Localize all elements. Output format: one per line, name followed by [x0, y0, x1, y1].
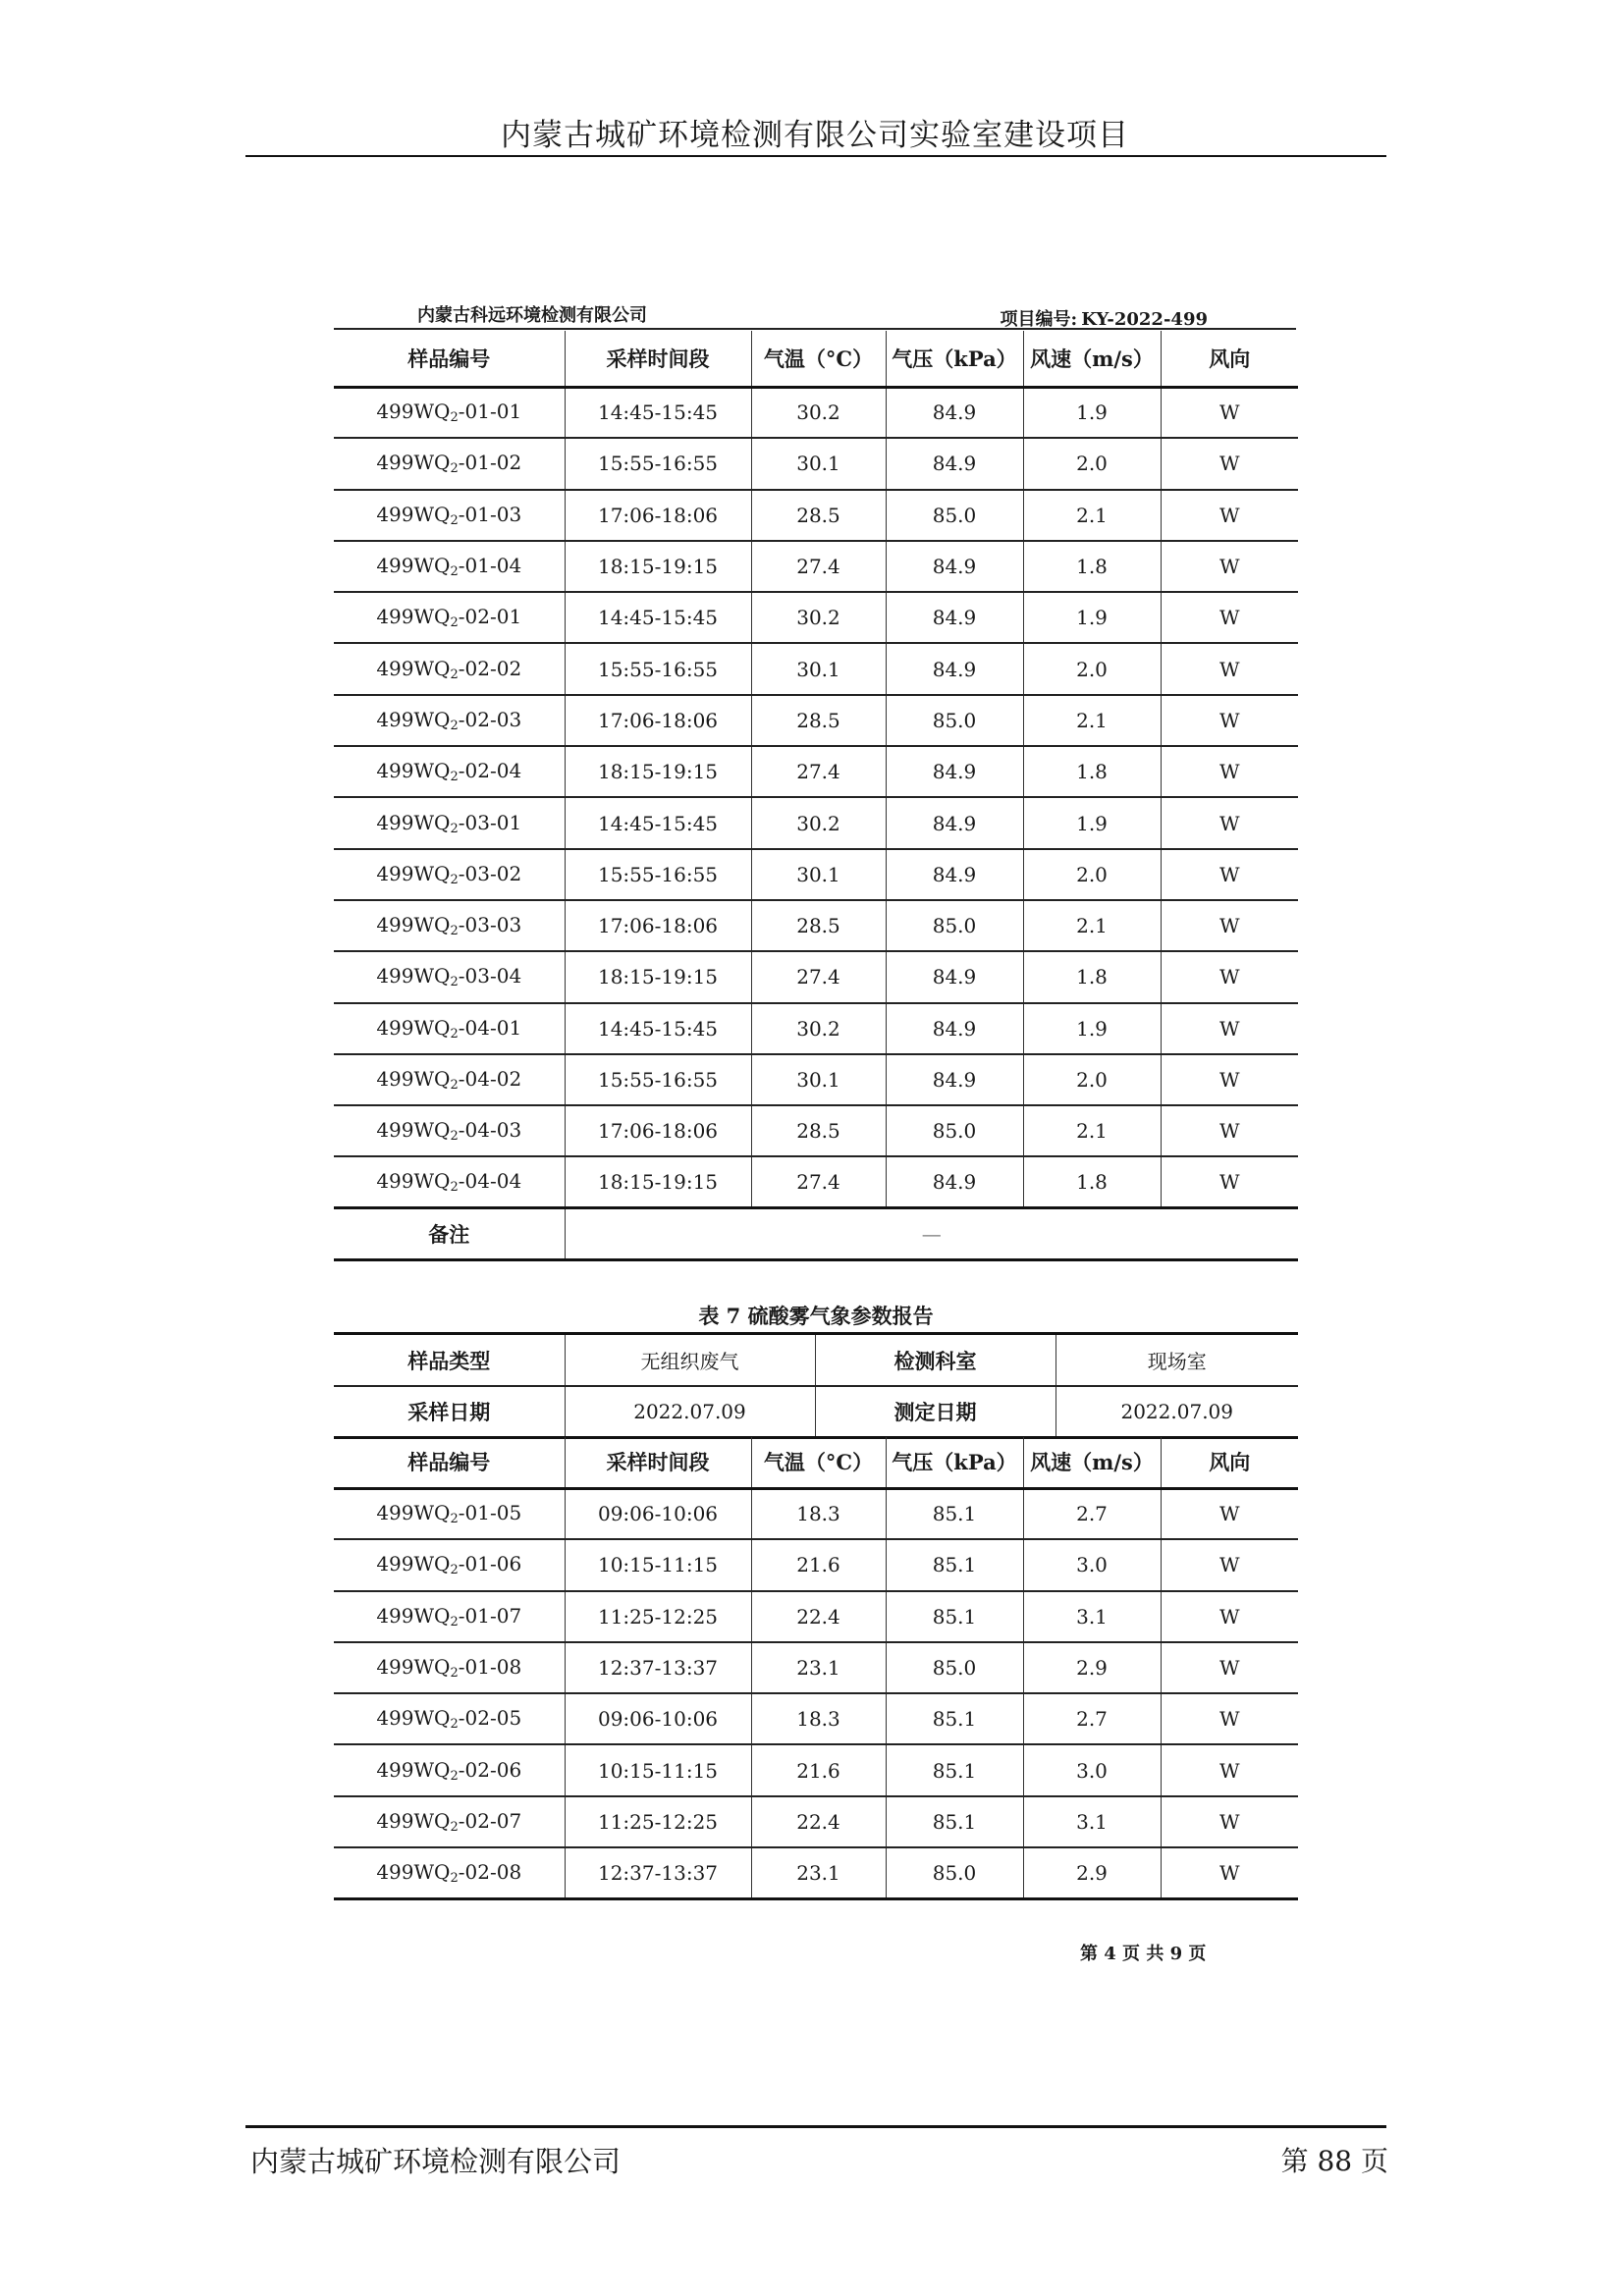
sample-id-cell	[334, 1003, 565, 1054]
sample-id-suffix: -02-08	[458, 1859, 522, 1884]
time-cell: 14:45-15:45	[565, 797, 751, 848]
pressure-cell: 85.1	[886, 1539, 1023, 1590]
temp-cell: 30.2	[751, 592, 886, 643]
sample-id-subscript: 2	[450, 770, 459, 785]
table-row	[334, 746, 1298, 797]
pressure-cell: 85.1	[886, 1796, 1023, 1847]
table-row	[334, 643, 1298, 694]
time-cell: 14:45-15:45	[565, 592, 751, 643]
weather-table-a	[334, 331, 1298, 1261]
remarks-value: —	[565, 1208, 1298, 1259]
table-row	[334, 695, 1298, 746]
temp-cell: 23.1	[751, 1847, 886, 1898]
wind-dir-cell: W	[1161, 746, 1298, 797]
sample-id-suffix: -01-01	[458, 400, 522, 424]
wind-speed-cell: 2.0	[1023, 643, 1161, 694]
pressure-cell: 84.9	[886, 951, 1023, 1002]
sample-id-subscript: 2	[450, 1180, 459, 1196]
table-row	[334, 900, 1298, 951]
sample-id-cell	[334, 1796, 565, 1847]
wind-dir-cell: W	[1161, 592, 1298, 643]
sample-id-cell	[334, 797, 565, 848]
wind-speed-cell: 2.7	[1023, 1693, 1161, 1744]
temp-cell: 22.4	[751, 1591, 886, 1642]
sample-id-prefix: 499WQ	[376, 861, 451, 885]
wind-dir-cell: W	[1161, 1744, 1298, 1795]
table-row	[334, 1744, 1298, 1795]
wind-dir-cell: W	[1161, 1003, 1298, 1054]
pressure-cell: 85.0	[886, 695, 1023, 746]
sample-id-suffix: -03-02	[458, 861, 522, 885]
sample-id-subscript: 2	[450, 1666, 459, 1682]
project-number-label: 项目编号:	[1000, 309, 1078, 330]
sampling-date-value: 2022.07.09	[565, 1386, 815, 1437]
info-row-type	[334, 1335, 1298, 1386]
temp-cell: 28.5	[751, 695, 886, 746]
wind-speed-cell: 1.9	[1023, 797, 1161, 848]
sample-id-subscript: 2	[450, 872, 459, 887]
sample-id-cell	[334, 951, 565, 1002]
time-cell: 15:55-16:55	[565, 643, 751, 694]
pressure-cell: 84.9	[886, 797, 1023, 848]
sample-id-subscript: 2	[450, 1512, 459, 1527]
sample-id-prefix: 499WQ	[376, 1655, 451, 1680]
time-cell: 17:06-18:06	[565, 695, 751, 746]
column-header-temp: 气温（°C）	[751, 1437, 886, 1488]
pressure-cell: 85.1	[886, 1744, 1023, 1795]
wind-dir-cell: W	[1161, 900, 1298, 951]
sample-id-cell	[334, 1488, 565, 1539]
topline-divider	[334, 328, 1296, 330]
temp-cell: 22.4	[751, 1796, 886, 1847]
sample-id-cell	[334, 1693, 565, 1744]
wind-dir-cell: W	[1161, 541, 1298, 592]
table-row	[334, 1693, 1298, 1744]
sample-id-suffix: -01-08	[458, 1655, 522, 1680]
table-b-info	[334, 1335, 1298, 1439]
wind-dir-cell: W	[1161, 438, 1298, 489]
temp-cell: 23.1	[751, 1642, 886, 1693]
sample-id-suffix: -01-02	[458, 451, 522, 475]
sample-id-prefix: 499WQ	[376, 913, 451, 937]
sample-id-suffix: -02-01	[458, 605, 522, 629]
sample-id-subscript: 2	[450, 975, 459, 990]
sample-id-cell	[334, 695, 565, 746]
wind-speed-cell: 2.1	[1023, 1105, 1161, 1156]
time-cell: 14:45-15:45	[565, 387, 751, 438]
sample-id-prefix: 499WQ	[376, 554, 451, 578]
wind-speed-cell: 2.0	[1023, 438, 1161, 489]
wind-dir-cell: W	[1161, 1642, 1298, 1693]
sample-id-cell	[334, 643, 565, 694]
sample-id-subscript: 2	[450, 1717, 459, 1733]
report-org: 内蒙古科远环境检测有限公司	[417, 305, 647, 326]
info-row-date	[334, 1386, 1298, 1437]
time-cell: 17:06-18:06	[565, 900, 751, 951]
wind-dir-cell: W	[1161, 849, 1298, 900]
table-row	[334, 1003, 1298, 1054]
pressure-cell: 85.1	[886, 1488, 1023, 1539]
wind-speed-cell: 3.0	[1023, 1744, 1161, 1795]
sample-id-prefix: 499WQ	[376, 1603, 451, 1628]
sample-id-subscript: 2	[450, 1870, 459, 1886]
table-row	[334, 1156, 1298, 1207]
time-cell: 11:25-12:25	[565, 1591, 751, 1642]
sample-id-suffix: -04-02	[458, 1067, 522, 1091]
column-header-wind-speed: 风速（m/s）	[1023, 1437, 1161, 1488]
sample-id-cell	[334, 1847, 565, 1898]
wind-speed-cell: 1.8	[1023, 541, 1161, 592]
sample-id-subscript: 2	[450, 410, 459, 426]
table-row	[334, 1054, 1298, 1105]
table-row	[334, 1796, 1298, 1847]
sample-id-cell	[334, 438, 565, 489]
sample-id-suffix: -02-04	[458, 759, 522, 783]
sample-id-prefix: 499WQ	[376, 1808, 451, 1833]
time-cell: 17:06-18:06	[565, 490, 751, 541]
time-cell: 15:55-16:55	[565, 849, 751, 900]
wind-dir-cell: W	[1161, 1156, 1298, 1207]
time-cell: 18:15-19:15	[565, 1156, 751, 1207]
sample-id-suffix: -02-07	[458, 1808, 522, 1833]
temp-cell: 30.2	[751, 387, 886, 438]
time-cell: 10:15-11:15	[565, 1744, 751, 1795]
sample-id-prefix: 499WQ	[376, 810, 451, 834]
sample-id-subscript: 2	[450, 564, 459, 580]
temp-cell: 30.2	[751, 1003, 886, 1054]
time-cell: 18:15-19:15	[565, 746, 751, 797]
column-header-sample-id: 样品编号	[334, 331, 565, 387]
sample-id-prefix: 499WQ	[376, 451, 451, 475]
measure-date-label: 测定日期	[815, 1386, 1056, 1437]
table-row	[334, 592, 1298, 643]
temp-cell: 21.6	[751, 1539, 886, 1590]
wind-speed-cell: 2.7	[1023, 1488, 1161, 1539]
temp-cell: 18.3	[751, 1488, 886, 1539]
sample-id-subscript: 2	[450, 1819, 459, 1835]
pressure-cell: 84.9	[886, 643, 1023, 694]
temp-cell: 28.5	[751, 900, 886, 951]
pressure-cell: 84.9	[886, 1003, 1023, 1054]
column-header-pressure: 气压（kPa）	[886, 331, 1023, 387]
pressure-cell: 84.9	[886, 746, 1023, 797]
sample-id-subscript: 2	[450, 615, 459, 631]
column-header-sample-id: 样品编号	[334, 1437, 565, 1488]
wind-dir-cell: W	[1161, 1105, 1298, 1156]
sample-id-subscript: 2	[450, 461, 459, 477]
sample-id-cell	[334, 387, 565, 438]
sample-id-cell	[334, 849, 565, 900]
wind-speed-cell: 2.9	[1023, 1847, 1161, 1898]
table-row	[334, 1105, 1298, 1156]
temp-cell: 21.6	[751, 1744, 886, 1795]
sample-id-prefix: 499WQ	[376, 605, 451, 629]
temp-cell: 28.5	[751, 1105, 886, 1156]
wind-speed-cell: 2.0	[1023, 849, 1161, 900]
lab-value: 现场室	[1056, 1335, 1298, 1386]
table-row	[334, 797, 1298, 848]
sample-id-prefix: 499WQ	[376, 1706, 451, 1731]
sample-id-prefix: 499WQ	[376, 1015, 451, 1040]
sample-id-suffix: -01-03	[458, 502, 522, 526]
sample-id-cell	[334, 1591, 565, 1642]
temp-cell: 30.1	[751, 1054, 886, 1105]
sample-id-subscript: 2	[450, 1026, 459, 1041]
sample-id-suffix: -02-03	[458, 707, 522, 731]
sample-id-prefix: 499WQ	[376, 1118, 451, 1143]
sample-id-prefix: 499WQ	[376, 1757, 451, 1782]
pressure-cell: 84.9	[886, 592, 1023, 643]
sample-id-prefix: 499WQ	[376, 1501, 451, 1525]
sample-id-suffix: -04-03	[458, 1118, 522, 1143]
temp-cell: 27.4	[751, 951, 886, 1002]
sample-id-subscript: 2	[450, 1768, 459, 1784]
sample-id-suffix: -02-05	[458, 1706, 522, 1731]
time-cell: 11:25-12:25	[565, 1796, 751, 1847]
sample-id-subscript: 2	[450, 1563, 459, 1578]
sample-id-suffix: -03-04	[458, 964, 522, 988]
sample-id-suffix: -01-06	[458, 1552, 522, 1576]
wind-speed-cell: 1.8	[1023, 746, 1161, 797]
column-header-wind-dir: 风向	[1161, 1437, 1298, 1488]
sample-id-subscript: 2	[450, 821, 459, 836]
sample-type-value: 无组织废气	[565, 1335, 815, 1386]
sample-id-subscript: 2	[450, 1078, 459, 1093]
sample-id-cell	[334, 1105, 565, 1156]
column-header-wind-dir: 风向	[1161, 331, 1298, 387]
inner-page-number: 第 4 页 共 9 页	[1080, 1944, 1207, 1964]
wind-dir-cell: W	[1161, 490, 1298, 541]
report-topline	[334, 299, 1296, 329]
sample-id-cell	[334, 900, 565, 951]
pressure-cell: 85.1	[886, 1693, 1023, 1744]
sample-id-cell	[334, 541, 565, 592]
pressure-cell: 84.9	[886, 849, 1023, 900]
sample-id-subscript: 2	[450, 1614, 459, 1629]
table-header-row	[334, 1437, 1298, 1488]
table-row	[334, 490, 1298, 541]
sample-id-prefix: 499WQ	[376, 502, 451, 526]
sample-id-suffix: -02-06	[458, 1757, 522, 1782]
wind-speed-cell: 1.8	[1023, 1156, 1161, 1207]
column-header-time: 采样时间段	[565, 1437, 751, 1488]
wind-speed-cell: 1.8	[1023, 951, 1161, 1002]
footer-page-number: 第 88 页	[1280, 2145, 1388, 2177]
temp-cell: 27.4	[751, 541, 886, 592]
remarks-row	[334, 1208, 1298, 1259]
time-cell: 18:15-19:15	[565, 541, 751, 592]
sample-id-suffix: -02-02	[458, 656, 522, 680]
table-row	[334, 438, 1298, 489]
table-header-row	[334, 331, 1298, 387]
wind-speed-cell: 3.1	[1023, 1591, 1161, 1642]
sample-id-cell	[334, 592, 565, 643]
sample-id-suffix: -04-04	[458, 1169, 522, 1194]
temp-cell: 27.4	[751, 746, 886, 797]
wind-dir-cell: W	[1161, 643, 1298, 694]
wind-dir-cell: W	[1161, 1054, 1298, 1105]
wind-dir-cell: W	[1161, 387, 1298, 438]
sample-id-cell	[334, 1156, 565, 1207]
temp-cell: 18.3	[751, 1693, 886, 1744]
wind-speed-cell: 2.1	[1023, 490, 1161, 541]
sample-id-cell	[334, 1539, 565, 1590]
wind-speed-cell: 2.9	[1023, 1642, 1161, 1693]
temp-cell: 30.1	[751, 643, 886, 694]
time-cell: 17:06-18:06	[565, 1105, 751, 1156]
wind-speed-cell: 2.0	[1023, 1054, 1161, 1105]
pressure-cell: 85.0	[886, 1105, 1023, 1156]
footer-divider	[245, 2125, 1386, 2128]
wind-dir-cell: W	[1161, 1591, 1298, 1642]
time-cell: 14:45-15:45	[565, 1003, 751, 1054]
column-header-temp: 气温（°C）	[751, 331, 886, 387]
sample-id-suffix: -01-04	[458, 554, 522, 578]
time-cell: 12:37-13:37	[565, 1847, 751, 1898]
sample-id-cell	[334, 490, 565, 541]
pressure-cell: 85.0	[886, 1642, 1023, 1693]
temp-cell: 30.1	[751, 438, 886, 489]
table-b-body	[334, 1488, 1298, 1898]
sample-id-cell	[334, 1642, 565, 1693]
sample-id-subscript: 2	[450, 718, 459, 733]
measure-date-value: 2022.07.09	[1056, 1386, 1298, 1437]
column-header-pressure: 气压（kPa）	[886, 1437, 1023, 1488]
sample-type-label: 样品类型	[334, 1335, 565, 1386]
sample-id-prefix: 499WQ	[376, 1859, 451, 1884]
table-row	[334, 1847, 1298, 1898]
time-cell: 18:15-19:15	[565, 951, 751, 1002]
pressure-cell: 85.0	[886, 490, 1023, 541]
sample-id-prefix: 499WQ	[376, 707, 451, 731]
project-number: KY-2022-499	[1081, 309, 1208, 330]
remarks-label: 备注	[334, 1208, 565, 1259]
temp-cell: 27.4	[751, 1156, 886, 1207]
lab-label: 检测科室	[815, 1335, 1056, 1386]
column-header-time: 采样时间段	[565, 331, 751, 387]
sample-id-prefix: 499WQ	[376, 1169, 451, 1194]
sample-id-prefix: 499WQ	[376, 400, 451, 424]
column-header-wind-speed: 风速（m/s）	[1023, 331, 1161, 387]
pressure-cell: 84.9	[886, 1156, 1023, 1207]
sample-id-cell	[334, 1054, 565, 1105]
wind-dir-cell: W	[1161, 951, 1298, 1002]
time-cell: 09:06-10:06	[565, 1488, 751, 1539]
sample-id-prefix: 499WQ	[376, 1552, 451, 1576]
wind-speed-cell: 2.1	[1023, 695, 1161, 746]
sample-id-cell	[334, 1744, 565, 1795]
sample-id-cell	[334, 746, 565, 797]
sample-id-subscript: 2	[450, 924, 459, 939]
wind-dir-cell: W	[1161, 797, 1298, 848]
pressure-cell: 84.9	[886, 1054, 1023, 1105]
time-cell: 10:15-11:15	[565, 1539, 751, 1590]
temp-cell: 28.5	[751, 490, 886, 541]
wind-speed-cell: 1.9	[1023, 592, 1161, 643]
wind-dir-cell: W	[1161, 1539, 1298, 1590]
time-cell: 09:06-10:06	[565, 1693, 751, 1744]
wind-dir-cell: W	[1161, 1796, 1298, 1847]
wind-speed-cell: 1.9	[1023, 387, 1161, 438]
table-row	[334, 387, 1298, 438]
sample-id-prefix: 499WQ	[376, 656, 451, 680]
sample-id-suffix: -03-01	[458, 810, 522, 834]
pressure-cell: 85.1	[886, 1591, 1023, 1642]
sample-id-subscript: 2	[450, 667, 459, 682]
header-divider	[245, 155, 1386, 157]
time-cell: 15:55-16:55	[565, 438, 751, 489]
wind-dir-cell: W	[1161, 1693, 1298, 1744]
wind-dir-cell: W	[1161, 1847, 1298, 1898]
temp-cell: 30.1	[751, 849, 886, 900]
sample-id-prefix: 499WQ	[376, 964, 451, 988]
pressure-cell: 84.9	[886, 541, 1023, 592]
wind-dir-cell: W	[1161, 695, 1298, 746]
pressure-cell: 85.0	[886, 900, 1023, 951]
pressure-cell: 84.9	[886, 387, 1023, 438]
pressure-cell: 84.9	[886, 438, 1023, 489]
sample-id-suffix: -01-07	[458, 1603, 522, 1628]
wind-speed-cell: 3.0	[1023, 1539, 1161, 1590]
page-header-title: 内蒙古城矿环境检测有限公司实验室建设项目	[501, 118, 1129, 153]
weather-table-b	[334, 1437, 1298, 1900]
table-a-body	[334, 387, 1298, 1208]
footer-company: 内蒙古城矿环境检测有限公司	[250, 2145, 622, 2178]
wind-speed-cell: 2.1	[1023, 900, 1161, 951]
time-cell: 15:55-16:55	[565, 1054, 751, 1105]
table-row	[334, 951, 1298, 1002]
sample-id-subscript: 2	[450, 1129, 459, 1145]
sample-id-prefix: 499WQ	[376, 759, 451, 783]
wind-speed-cell: 3.1	[1023, 1796, 1161, 1847]
sample-id-subscript: 2	[450, 512, 459, 528]
sampling-date-label: 采样日期	[334, 1386, 565, 1437]
table-row	[334, 1591, 1298, 1642]
table-row	[334, 1642, 1298, 1693]
time-cell: 12:37-13:37	[565, 1642, 751, 1693]
pressure-cell: 85.0	[886, 1847, 1023, 1898]
sample-id-suffix: -04-01	[458, 1015, 522, 1040]
table-row	[334, 1488, 1298, 1539]
temp-cell: 30.2	[751, 797, 886, 848]
table-row	[334, 541, 1298, 592]
table-row	[334, 849, 1298, 900]
sample-id-suffix: -01-05	[458, 1501, 522, 1525]
table-row	[334, 1539, 1298, 1590]
wind-dir-cell: W	[1161, 1488, 1298, 1539]
wind-speed-cell: 1.9	[1023, 1003, 1161, 1054]
table-b-caption: 表 7 硫酸雾气象参数报告	[698, 1304, 934, 1328]
sample-id-suffix: -03-03	[458, 913, 522, 937]
sample-id-prefix: 499WQ	[376, 1067, 451, 1091]
